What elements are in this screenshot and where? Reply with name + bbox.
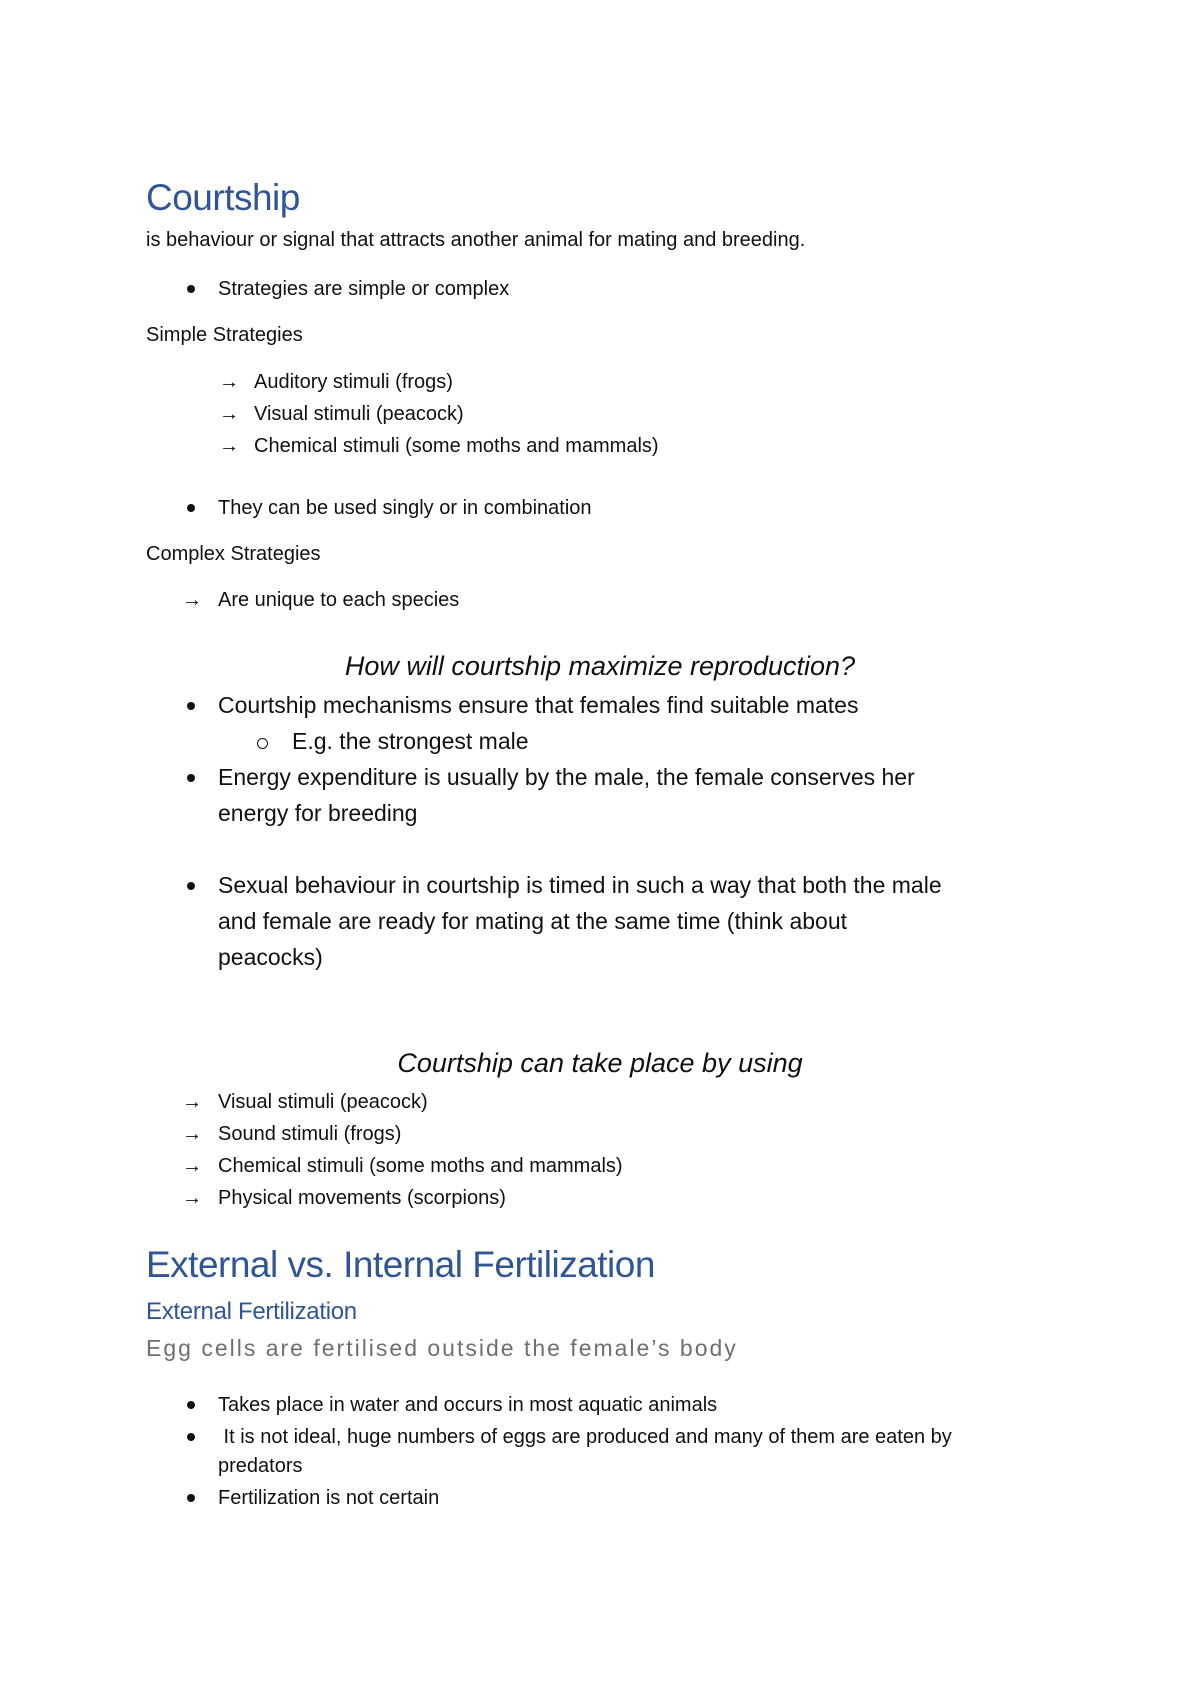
bullet-combination: They can be used singly or in combination xyxy=(218,497,592,519)
external-fertilization-subtitle: Egg cells are fertilised outside the female’s body xyxy=(146,1335,738,1361)
fertilization-title: External vs. Internal Fertilization xyxy=(146,1244,655,1285)
using-item: Physical movements (scorpions) xyxy=(218,1187,506,1209)
sub-bullet-icon xyxy=(257,738,268,749)
simple-strategies-label: Simple Strategies xyxy=(146,324,303,346)
external-bullet-1: Takes place in water and occurs in most aquatic animals xyxy=(218,1394,718,1416)
external-fertilization-heading: External Fertilization xyxy=(146,1298,357,1325)
external-bullet-3: Fertilization is not certain xyxy=(218,1487,440,1509)
using-item: Chemical stimuli (some moths and mammals) xyxy=(218,1155,623,1177)
external-bullet-2-line-1: It is not ideal, huge numbers of eggs are produced and many of them are eaten by xyxy=(218,1426,952,1448)
using-item: Visual stimuli (peacock) xyxy=(218,1091,428,1113)
courtship-title: Courtship xyxy=(146,177,300,218)
maximize-heading: How will courtship maximize reproduction? xyxy=(344,651,856,681)
using-heading: Courtship can take place by using xyxy=(397,1048,803,1078)
bullet-icon xyxy=(187,774,195,782)
arrow-icon: → xyxy=(182,1187,202,1209)
arrow-icon: → xyxy=(182,1155,202,1177)
bullet-icon xyxy=(187,1401,195,1409)
external-bullet-2-line-2: predators xyxy=(218,1455,303,1477)
maximize-bullet-1: Courtship mechanisms ensure that females find suitable mates xyxy=(218,692,859,718)
bullet-icon xyxy=(187,1433,195,1441)
arrow-icon: → xyxy=(182,1123,202,1145)
complex-strategies-label: Complex Strategies xyxy=(146,543,321,565)
maximize-bullet-2-line-2: energy for breeding xyxy=(218,800,418,826)
arrow-icon: → xyxy=(219,435,239,457)
maximize-bullet-2-line-1: Energy expenditure is usually by the male, the female conserves her xyxy=(218,764,915,790)
maximize-bullet-3-line-3: peacocks) xyxy=(218,944,323,970)
simple-item: Visual stimuli (peacock) xyxy=(254,403,464,425)
bullet-icon xyxy=(187,882,195,890)
bullet-strategies: Strategies are simple or complex xyxy=(218,278,510,300)
bullet-icon xyxy=(187,504,195,512)
simple-item: Auditory stimuli (frogs) xyxy=(254,371,453,393)
using-item: Sound stimuli (frogs) xyxy=(218,1123,402,1145)
arrow-icon: → xyxy=(219,371,239,393)
maximize-bullet-3-line-1: Sexual behaviour in courtship is timed in such a way that both the male xyxy=(218,872,942,898)
complex-item: Are unique to each species xyxy=(218,589,460,611)
bullet-icon xyxy=(187,702,195,710)
bullet-icon xyxy=(187,285,195,293)
arrow-icon: → xyxy=(219,403,239,425)
arrow-icon: → xyxy=(182,589,202,611)
bullet-icon xyxy=(187,1494,195,1502)
arrow-icon: → xyxy=(182,1091,202,1113)
courtship-definition: is behaviour or signal that attracts another animal for mating and breeding. xyxy=(146,229,806,251)
maximize-sub-1: E.g. the strongest male xyxy=(292,728,529,754)
simple-item: Chemical stimuli (some moths and mammals) xyxy=(254,435,659,457)
maximize-bullet-3-line-2: and female are ready for mating at the same time (think about xyxy=(218,908,847,934)
